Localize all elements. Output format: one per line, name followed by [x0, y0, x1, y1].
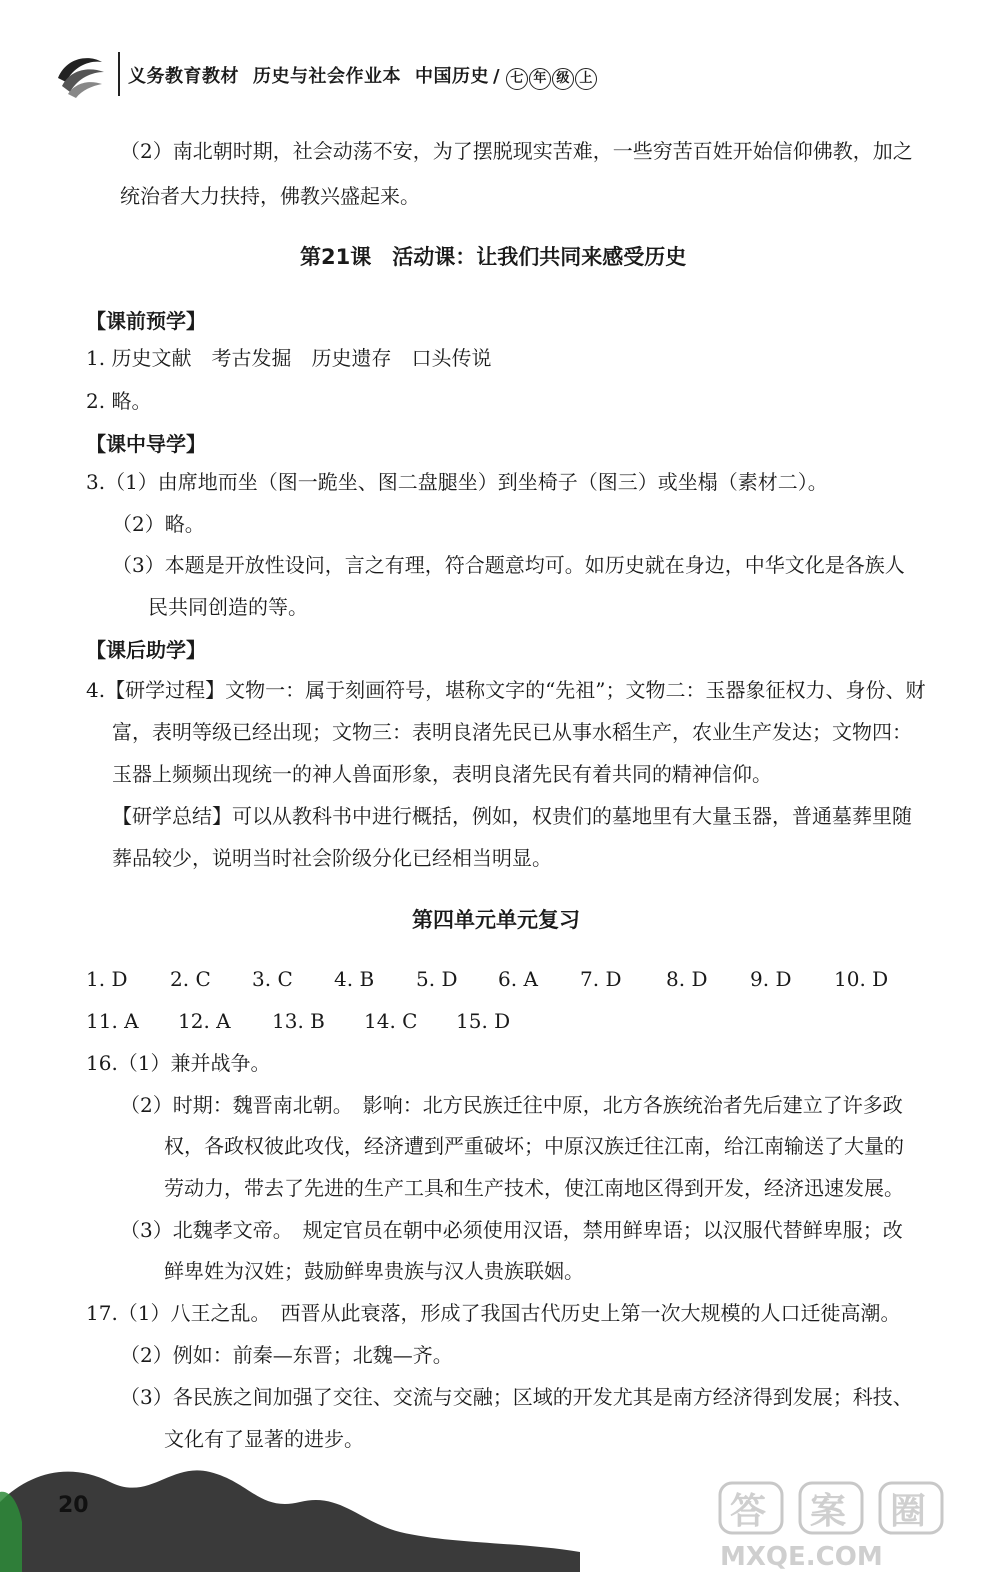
mc-answer: 14. C [364, 1009, 418, 1033]
header-series: 义务教育教材 [128, 66, 239, 87]
grade-badge [506, 66, 598, 90]
mc-answer: 11. A [86, 1009, 139, 1033]
svg-text:答: 答 [730, 1491, 767, 1532]
page-header [0, 0, 1000, 110]
grade-char: 级 [552, 68, 574, 90]
answer-line: （2）略。 [112, 512, 205, 536]
mc-answer: 10. D [834, 967, 889, 991]
header-divider [118, 52, 120, 96]
mc-answer: 12. A [178, 1009, 231, 1033]
svg-text:案: 案 [810, 1491, 847, 1532]
answer-line: 17.（1）八王之乱。 西晋从此衰落，形成了我国古代历史上第一次大规模的人口迁徙高潮。 [86, 1301, 901, 1325]
mc-answer: 2. C [170, 967, 211, 991]
answer-line: 3.（1）由席地而坐（图一跪坐、图二盘腿坐）到坐椅子（图三）或坐榻（素材二）。 [86, 470, 828, 494]
multiple-choice-row [86, 966, 888, 992]
answer-line: （3）各民族之间加强了交往、交流与交融；区域的开发尤其是南方经济得到发展；科技、 [120, 1385, 913, 1409]
grade-char: 年 [529, 68, 551, 90]
intro-line: 统治者大力扶持，佛教兴盛起来。 [120, 184, 420, 208]
answer-line: 鲜卑姓为汉姓；鼓励鲜卑贵族与汉人贵族联姻。 [164, 1259, 584, 1283]
page-number: 20 [58, 1493, 89, 1518]
svg-text:圈: 圈 [890, 1491, 927, 1532]
header-book: 历史与社会作业本 [253, 66, 401, 87]
mc-answer: 4. B [334, 967, 375, 991]
answer-line: （2）时期：魏晋南北朝。 影响：北方民族迁往中原，北方各族统治者先后建立了许多政 [120, 1093, 903, 1117]
mc-answer: 6. A [498, 967, 538, 991]
answer-line: 劳动力，带去了先进的生产工具和生产技术，使江南地区得到开发，经济迅速发展。 [164, 1176, 904, 1200]
publisher-logo-icon [52, 48, 108, 104]
lesson-21-title: 第21课 活动课：让我们共同来感受历史 [300, 245, 687, 269]
answer-line: 权，各政权彼此攻伐，经济遭到严重破坏；中原汉族迁往江南，给江南输送了大量的 [164, 1134, 904, 1158]
mc-answer: 8. D [666, 967, 708, 991]
answer-line: 2. 略。 [86, 389, 152, 413]
svg-text:MXQE.COM: MXQE.COM [720, 1542, 883, 1572]
answer-line: 富，表明等级已经出现；文物三：表明良渚先民已从事水稻生产，农业生产发达；文物四： [112, 720, 912, 744]
section-label-after: 【课后助学】 [86, 638, 206, 662]
mc-answer: 7. D [580, 967, 622, 991]
answer-line: 4.【研学过程】文物一：属于刻画符号，堪称文字的“先祖”；文物二：玉器象征权力、身份、财 [86, 678, 926, 702]
unit-4-title: 第四单元单元复习 [412, 908, 580, 932]
answer-line: 葬品较少，说明当时社会阶级分化已经相当明显。 [112, 846, 552, 870]
answer-line: 【研学总结】可以从教科书中进行概括，例如，权贵们的墓地里有大量玉器，普通墓葬里随 [112, 804, 912, 828]
answer-line: 民共同创造的等。 [148, 595, 308, 619]
watermark-logo [700, 1475, 1000, 1572]
grade-char: 上 [575, 68, 597, 90]
answer-line: 1. 历史文献 考古发掘 历史遗存 口头传说 [86, 346, 492, 370]
header-title [128, 62, 612, 90]
mc-answer: 15. D [456, 1009, 511, 1033]
answer-line: （3）本题是开放性设问，言之有理，符合题意均可。如历史就在身边，中华文化是各族人 [112, 553, 905, 577]
header-subject: 中国历史 [415, 66, 489, 87]
mc-answer: 3. C [252, 967, 293, 991]
mc-answer: 5. D [416, 967, 458, 991]
mc-answer: 13. B [272, 1009, 325, 1033]
answer-line: （2）例如：前秦—东晋；北魏—齐。 [120, 1343, 453, 1367]
intro-line: （2）南北朝时期，社会动荡不安，为了摆脱现实苦难，一些穷苦百姓开始信仰佛教，加之 [120, 139, 913, 163]
answer-line: 玉器上频频出现统一的神人兽面形象，表明良渚先民有着共同的精神信仰。 [112, 762, 772, 786]
answer-line: 16.（1）兼并战争。 [86, 1051, 271, 1075]
grade-char: 七 [506, 68, 528, 90]
section-label-guide: 【课中导学】 [86, 432, 206, 456]
header-slash: / [493, 66, 501, 87]
answer-line: 文化有了显著的进步。 [164, 1427, 364, 1451]
mc-answer: 9. D [750, 967, 792, 991]
answer-line: （3）北魏孝文帝。 规定官员在朝中必须使用汉语，禁用鲜卑语；以汉服代替鲜卑服；改 [120, 1218, 903, 1242]
multiple-choice-row [86, 1008, 510, 1034]
section-label-preview: 【课前预学】 [86, 309, 206, 333]
mc-answer: 1. D [86, 967, 128, 991]
